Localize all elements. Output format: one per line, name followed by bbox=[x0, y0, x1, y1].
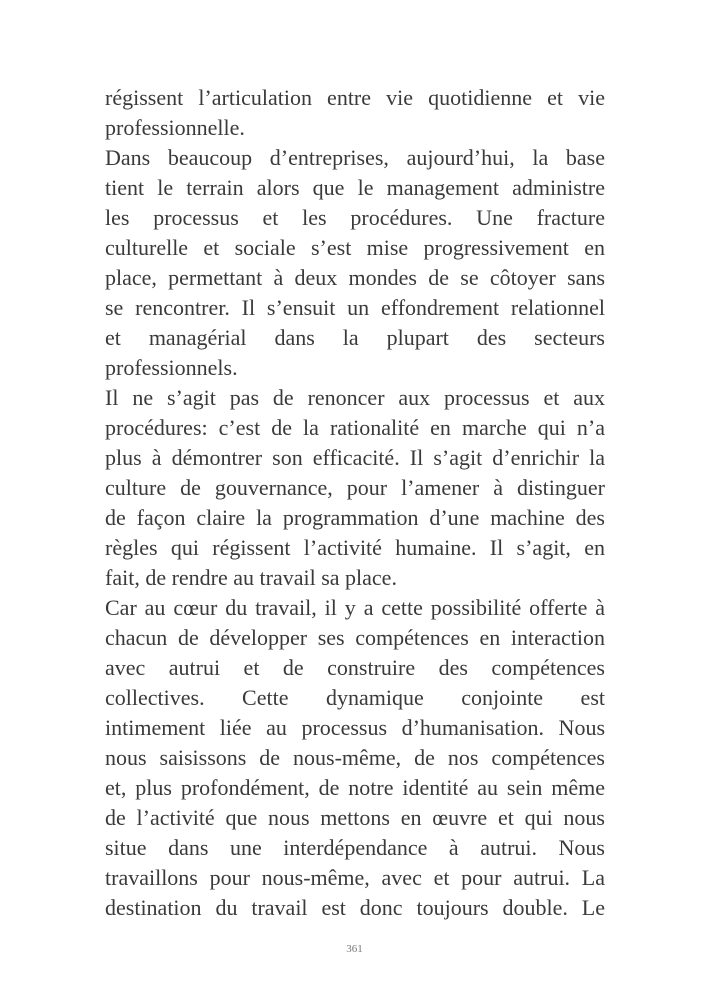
text-line: de façon claire la programmation d’une machine des bbox=[105, 505, 605, 530]
text-line: culture de gouvernance, pour l’amener à distinguer bbox=[105, 475, 605, 500]
paragraph bbox=[105, 383, 605, 593]
text-line: et managérial dans la plupart des secteurs bbox=[105, 325, 605, 350]
text-line: destination du travail est donc toujours double. Le bbox=[105, 895, 605, 920]
text-line: chacun de développer ses compétences en interaction bbox=[105, 625, 605, 650]
text-line: régissent l’articulation entre vie quotidienne et vie bbox=[105, 85, 605, 110]
text-line: professionnels. bbox=[105, 355, 238, 380]
text-line: Il ne s’agit pas de renoncer aux processus et aux bbox=[105, 385, 605, 410]
text-line: avec autrui et de construire des compétences bbox=[105, 655, 605, 680]
text-line: règles qui régissent l’activité humaine. Il s’agit, en bbox=[105, 535, 605, 560]
text-line: nous saisissons de nous-même, de nos compétences bbox=[105, 745, 605, 770]
text-line: et, plus profondément, de notre identité au sein même bbox=[105, 775, 605, 800]
text-line: Car au cœur du travail, il y a cette possibilité offerte à bbox=[105, 595, 605, 620]
text-line: Dans beaucoup d’entreprises, aujourd’hui, la base bbox=[105, 145, 605, 170]
page-number: 361 bbox=[346, 943, 363, 955]
text-line: fait, de rendre au travail sa place. bbox=[105, 565, 397, 590]
paragraph bbox=[105, 593, 605, 923]
text-line: procédures: c’est de la rationalité en marche qui n’a bbox=[105, 415, 605, 440]
text-line: les processus et les procédures. Une fracture bbox=[105, 205, 605, 230]
text-line: place, permettant à deux mondes de se côtoyer sans bbox=[105, 265, 605, 290]
text-line: se rencontrer. Il s’ensuit un effondrement relationnel bbox=[105, 295, 605, 320]
text-line: culturelle et sociale s’est mise progressivement en bbox=[105, 235, 605, 260]
text-line: de l’activité que nous mettons en œuvre et qui nous bbox=[105, 805, 605, 830]
text-line: intimement liée au processus d’humanisation. Nous bbox=[105, 715, 605, 740]
text-line: tient le terrain alors que le management administre bbox=[105, 175, 605, 200]
page-body bbox=[105, 83, 605, 923]
paragraph bbox=[105, 83, 605, 143]
text-line: travaillons pour nous-même, avec et pour autrui. La bbox=[105, 865, 605, 890]
text-line: situe dans une interdépendance à autrui. Nous bbox=[105, 835, 605, 860]
text-line: professionnelle. bbox=[105, 115, 245, 140]
text-line: plus à démontrer son efficacité. Il s’agit d’enrichir la bbox=[105, 445, 605, 470]
paragraph bbox=[105, 143, 605, 383]
text-line: collectives. Cette dynamique conjointe est bbox=[105, 685, 605, 710]
